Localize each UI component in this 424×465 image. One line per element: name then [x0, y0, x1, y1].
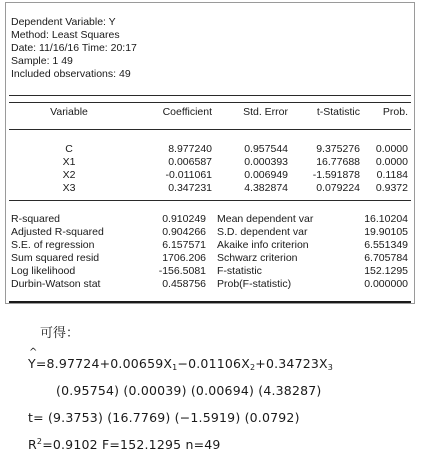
cell-variable: X3: [62, 182, 76, 194]
cell-prob: 0.0000: [375, 143, 408, 155]
cell-std-error: 0.006949: [244, 169, 288, 181]
t-statistics-line: t= (9.3753) (16.7769) (−1.5919) (0.0792): [28, 410, 300, 425]
table-row: [6, 143, 414, 156]
r-squared-exponent: 2: [36, 437, 43, 446]
col-coefficient: Coefficient: [162, 106, 212, 118]
result-label: 可得：: [40, 326, 80, 341]
stat-label: F-statistic: [217, 265, 262, 277]
cell-std-error: 0.957544: [244, 143, 288, 155]
stat-value: 0.910249: [162, 213, 206, 225]
stat-value: 19.90105: [364, 226, 408, 238]
eviews-output-panel: [5, 2, 415, 304]
stat-value: 6.551349: [364, 239, 408, 251]
stats-row: [6, 226, 414, 239]
stats-row: [6, 265, 414, 278]
eq-term: +0.34723X: [255, 356, 328, 371]
cell-variable: C: [65, 143, 73, 155]
header-line-observations: Included observations: 49: [11, 68, 131, 80]
table-row: [6, 156, 414, 169]
stat-value: 0.904266: [162, 226, 206, 238]
eq-term: =8.97724+0.00659X: [35, 356, 173, 371]
header-line-sample: Sample: 1 49: [11, 55, 73, 67]
stat-value: 0.458756: [162, 278, 206, 290]
cell-std-error: 4.382874: [244, 182, 288, 194]
table-bottom-rule: [9, 301, 411, 303]
coefficient-header-row: [6, 106, 414, 119]
cell-std-error: 0.000393: [244, 156, 288, 168]
header-line-date: Date: 11/16/16 Time: 20:17: [11, 42, 137, 54]
stat-label: Prob(F-statistic): [217, 278, 292, 290]
col-t-statistic: t-Statistic: [316, 106, 360, 118]
eq-subscript: 1: [172, 363, 178, 372]
standard-errors-line: (0.95754) (0.00039) (0.00694) (4.38287): [56, 383, 322, 398]
cell-t-statistic: 0.079224: [316, 182, 360, 194]
fit-values: =0.9102 F=152.1295 n=49: [42, 437, 221, 452]
regression-equation: [28, 356, 333, 372]
fit-statistics-line: [28, 437, 221, 452]
cell-variable: X1: [62, 156, 76, 168]
stat-label: Durbin-Watson stat: [11, 278, 101, 290]
stat-value: 152.1295: [364, 265, 408, 277]
table-top-rule-2: [9, 102, 411, 103]
stat-label: Mean dependent var: [217, 213, 314, 225]
cell-t-statistic: 9.375276: [316, 143, 360, 155]
table-top-rule: [9, 95, 411, 96]
stats-row: [6, 213, 414, 226]
header-line-dependent: Dependent Variable: Y: [11, 16, 116, 28]
stats-row: [6, 252, 414, 265]
cell-coefficient: 0.006587: [168, 156, 212, 168]
stats-row: [6, 239, 414, 252]
stat-label: R-squared: [11, 213, 61, 225]
col-std-error: Std. Error: [243, 106, 288, 118]
stat-label: Log likelihood: [11, 265, 76, 277]
header-line-method: Method: Least Squares: [11, 29, 120, 41]
cell-t-statistic: -1.591878: [312, 169, 360, 181]
cell-prob: 0.9372: [375, 182, 408, 194]
cell-prob: 0.0000: [375, 156, 408, 168]
r-symbol: R: [28, 437, 37, 452]
stat-label: Adjusted R-squared: [11, 226, 104, 238]
cell-t-statistic: 16.77688: [316, 156, 360, 168]
table-header-rule: [9, 129, 411, 130]
cell-variable: X2: [62, 169, 76, 181]
stat-value: 1706.206: [162, 252, 206, 264]
table-row: [6, 169, 414, 182]
stat-value: 6.157571: [162, 239, 206, 251]
table-row: [6, 182, 414, 195]
stats-row: [6, 278, 414, 291]
stat-value: -156.5081: [158, 265, 206, 277]
stats-separator-rule: [9, 200, 411, 201]
stat-label: Schwarz criterion: [217, 252, 298, 264]
stat-label: Akaike info criterion: [217, 239, 309, 251]
stat-label: Sum squared resid: [11, 252, 100, 264]
col-prob: Prob.: [382, 106, 408, 118]
stat-label: S.E. of regression: [11, 239, 95, 251]
stat-value: 6.705784: [364, 252, 408, 264]
stat-value: 16.10204: [364, 213, 408, 225]
eq-subscript: 3: [327, 363, 334, 372]
cell-coefficient: 0.347231: [168, 182, 212, 194]
cell-coefficient: -0.011061: [165, 169, 212, 181]
col-variable: Variable: [50, 106, 88, 118]
cell-coefficient: 8.977240: [168, 143, 212, 155]
stat-value: 0.000000: [364, 278, 408, 290]
eq-term: −0.01106X: [177, 356, 250, 371]
y-hat-symbol: ^ Y: [28, 356, 36, 371]
cell-prob: 0.1184: [376, 169, 408, 181]
output-header: [11, 16, 137, 81]
eq-subscript: 2: [249, 363, 256, 372]
stat-label: S.D. dependent var: [217, 226, 308, 238]
